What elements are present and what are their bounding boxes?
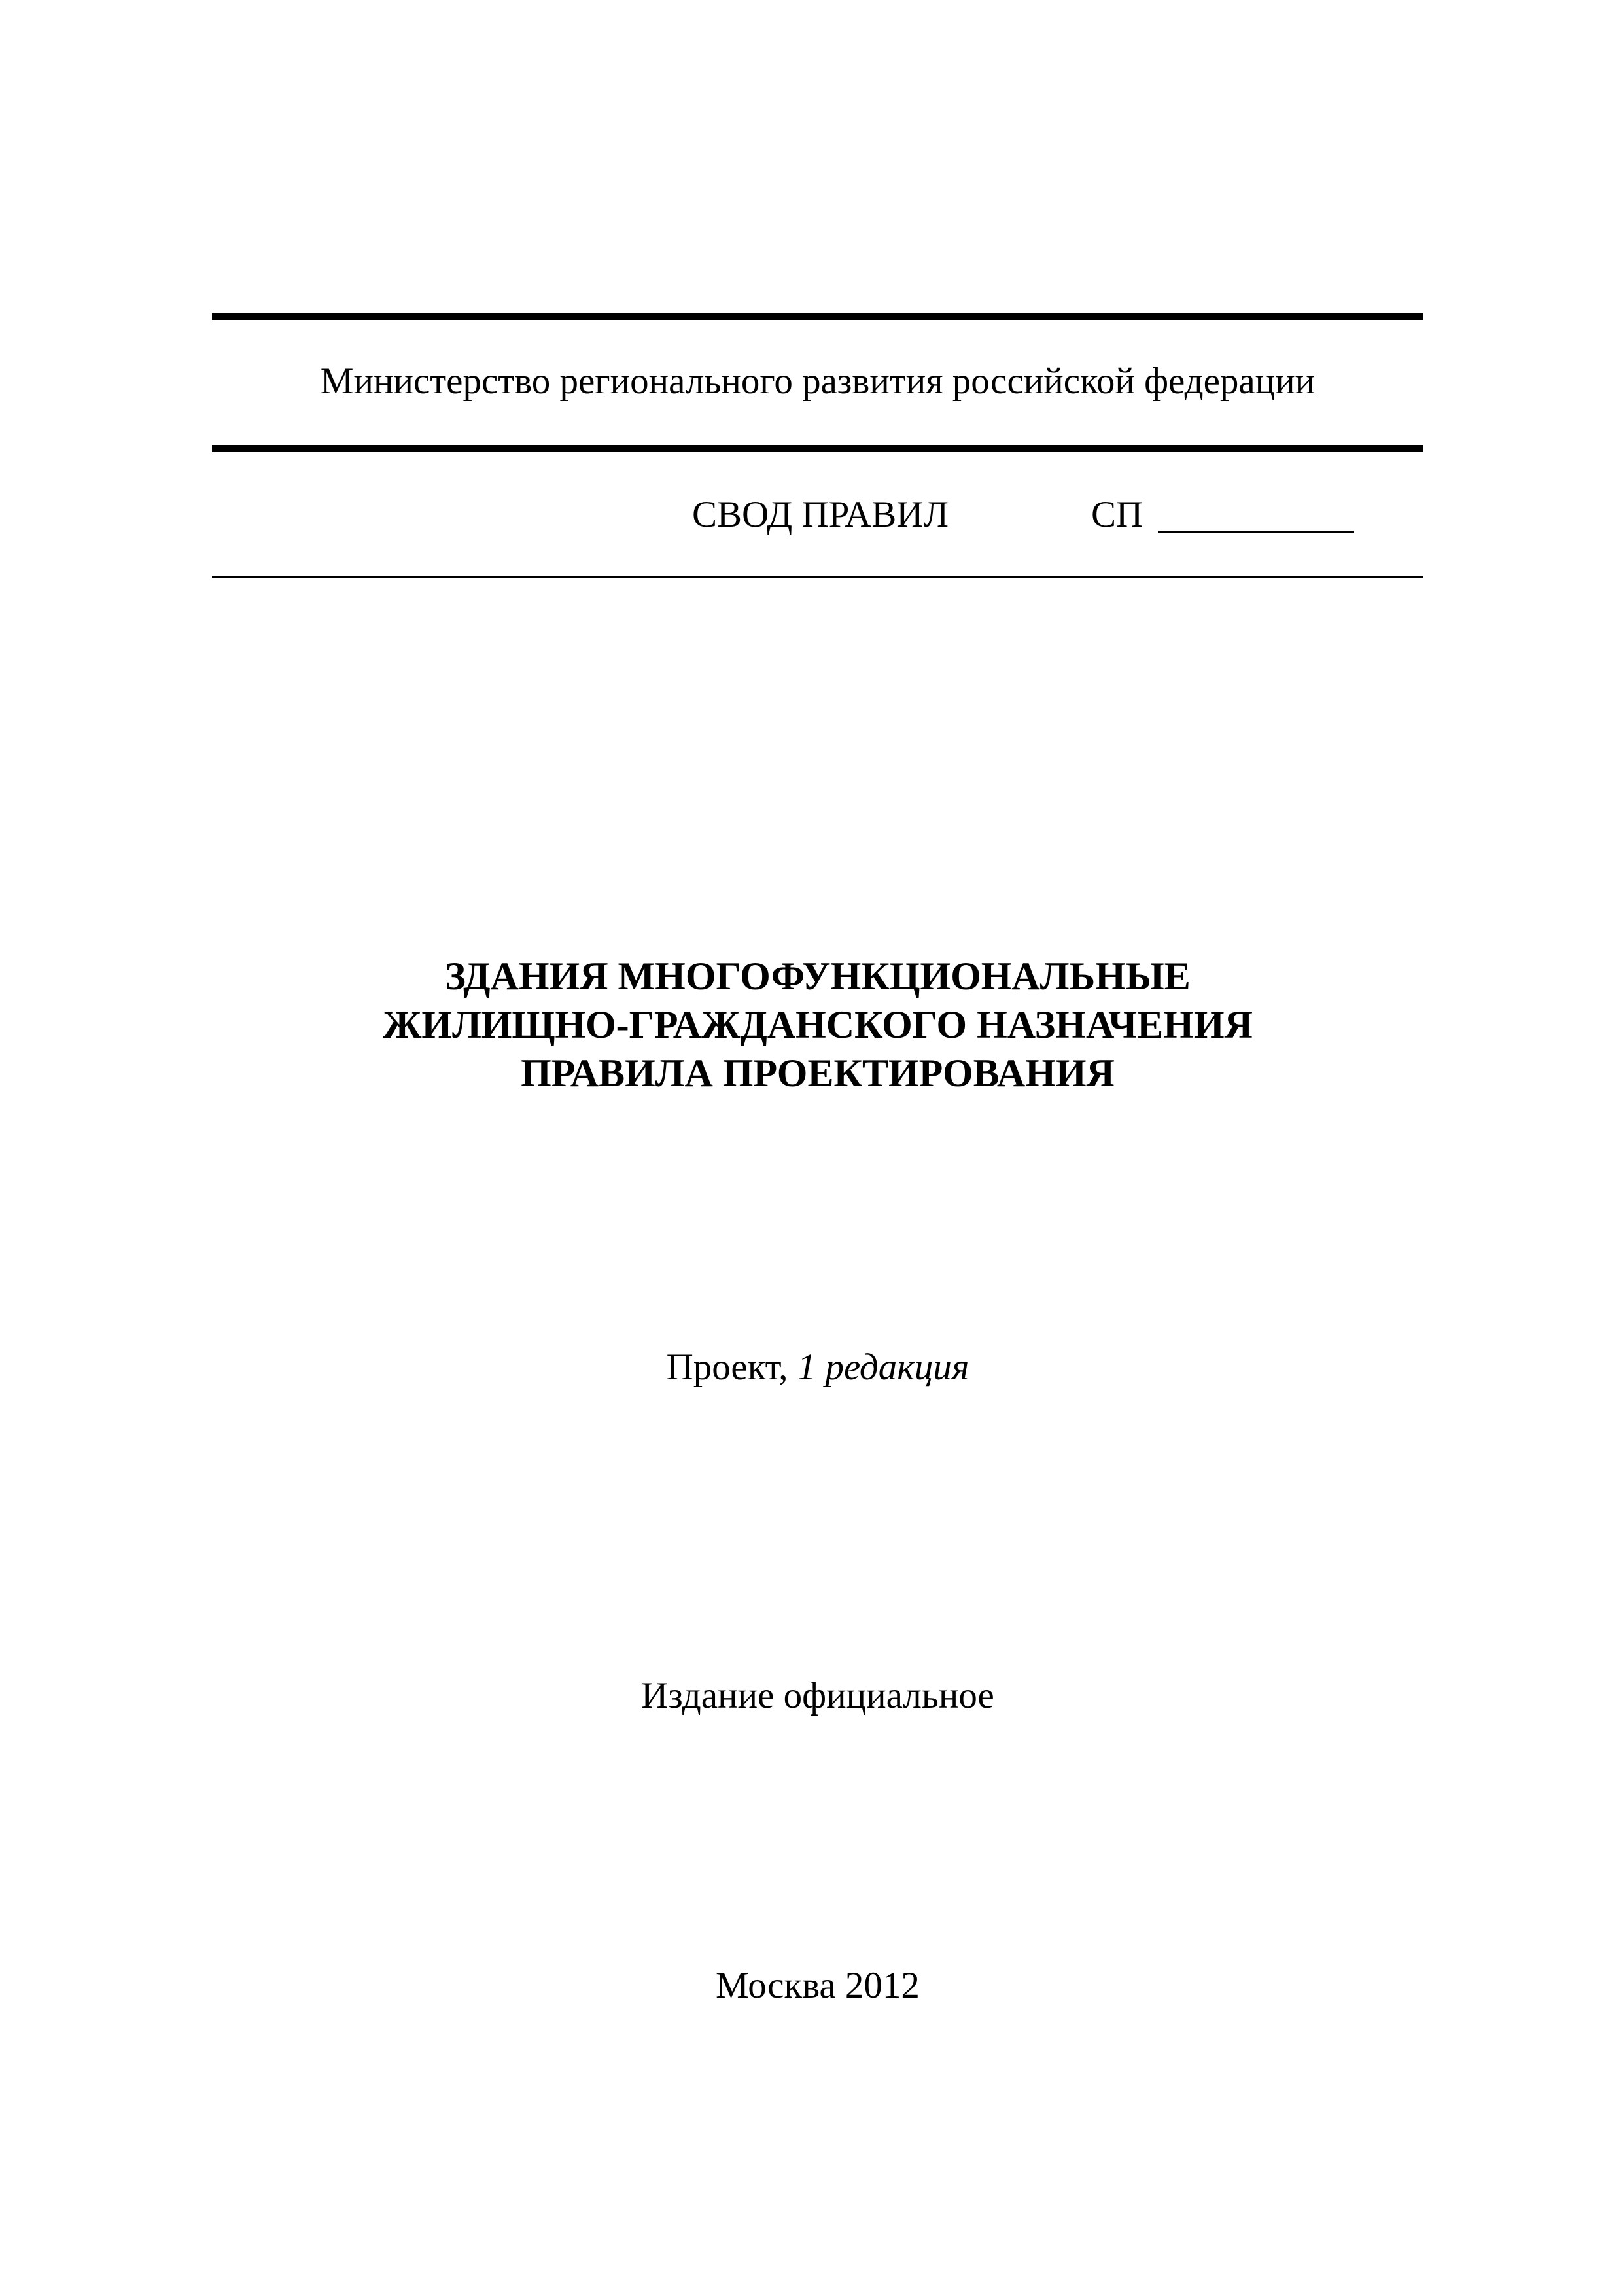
- official-publication: Издание официальное: [641, 1675, 994, 1716]
- draft-status: [212, 1345, 1423, 1390]
- city-and-year: Москва 2012: [716, 1965, 920, 2006]
- code-of-rules-label: СВОД ПРАВИЛ: [692, 494, 949, 535]
- draft-label: Проект,: [666, 1347, 788, 1388]
- title-line-1: ЗДАНИЯ МНОГОФУНКЦИОНАЛЬНЫЕ: [445, 955, 1191, 998]
- top-thick-rule: [212, 313, 1423, 320]
- bottom-thin-rule: [212, 576, 1423, 578]
- document-title: [212, 952, 1423, 1097]
- draft-edition: 1 редакция: [797, 1347, 969, 1388]
- title-line-2: ЖИЛИЩНО-ГРАЖДАНСКОГО НАЗНАЧЕНИЯ: [383, 1003, 1253, 1046]
- sp-label: СП: [1091, 494, 1143, 535]
- ministry-name: Министерство регионального развития российской федерации: [320, 361, 1316, 402]
- title-line-3: ПРАВИЛА ПРОЕКТИРОВАНИЯ: [521, 1051, 1115, 1095]
- sp-number-blank-line: [1158, 531, 1354, 533]
- middle-thick-rule: [212, 445, 1423, 452]
